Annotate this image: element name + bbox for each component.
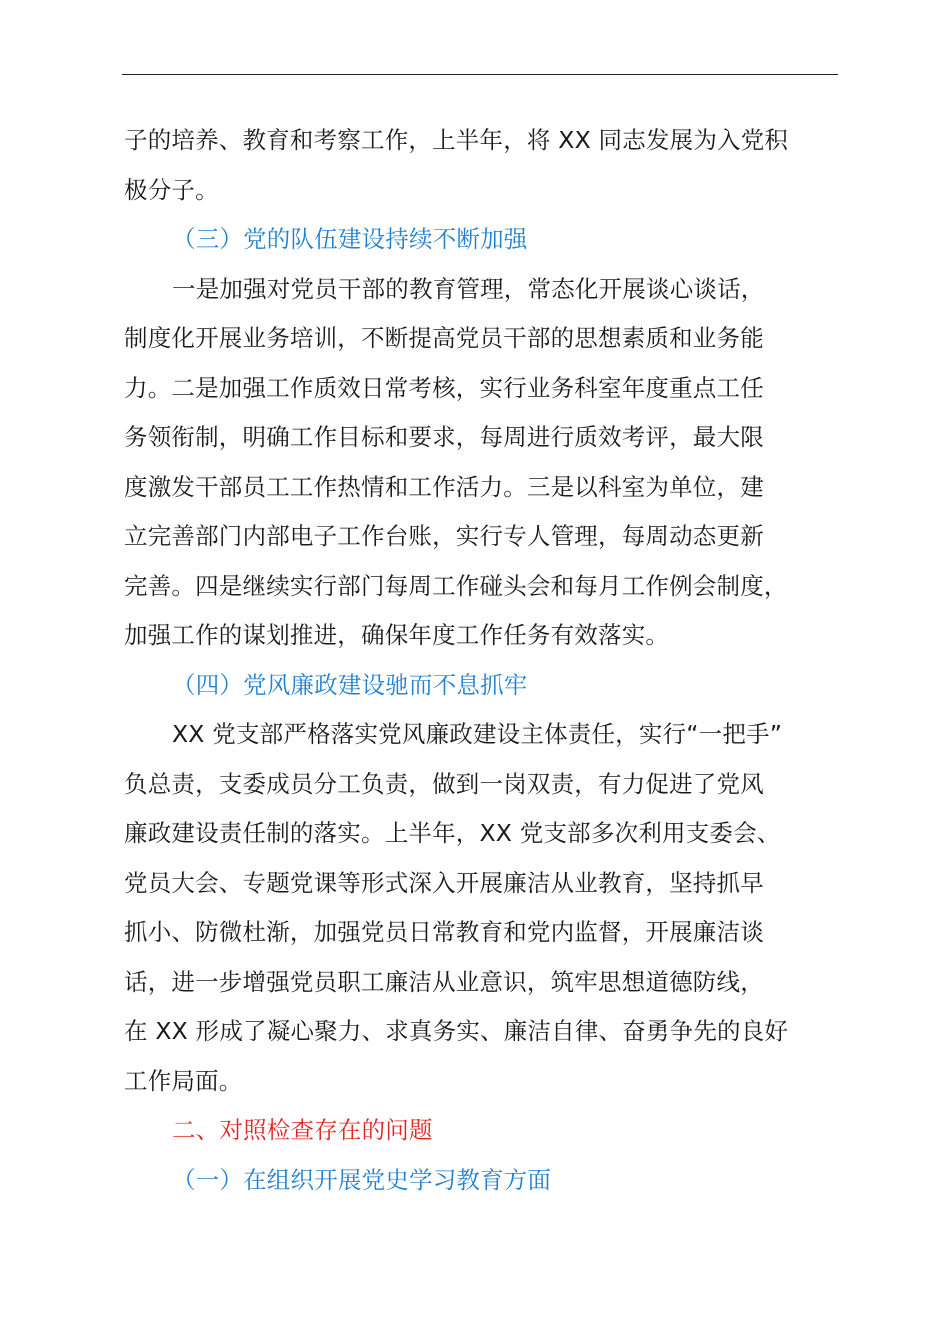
text-line: 党员大会、专题党课等形式深入开展廉洁从业教育，坚持抓早	[124, 868, 764, 897]
text-line: 负总责，支委成员分工负责，做到一岗双责，有力促进了党风	[124, 769, 764, 798]
section-heading: （三）党的队伍建设持续不断加强	[172, 225, 528, 253]
text-line: 廉政建设责任制的落实。上半年，XX 党支部多次利用支委会、	[124, 819, 781, 847]
text-line: 抓小、防微杜渐，加强党员日常教育和党内监督，开展廉洁谈	[124, 918, 764, 946]
text-line: 话，进一步增强党员职工廉洁从业意识，筑牢思想道德防线，	[124, 967, 764, 996]
text-line: 极分子。	[124, 175, 219, 204]
text-line: 完善。四是继续实行部门每周工作碰头会和每月工作例会制度，	[124, 571, 788, 600]
text-line: 加强工作的谋划推进，确保年度工作任务有效落实。	[124, 621, 670, 649]
text-line: 立完善部门内部电子工作台账，实行专人管理，每周动态更新	[124, 522, 764, 550]
text-line: 子的培养、教育和考察工作，上半年，将 XX 同志发展为入党积	[124, 126, 789, 154]
section-heading: （四）党风廉政建设驰而不息抓牢	[172, 670, 528, 699]
text-line: 务领衔制，明确工作目标和要求，每周进行质效考评，最大限	[124, 423, 764, 451]
text-line: 工作局面。	[124, 1066, 243, 1095]
text-line: 度激发干部员工工作热情和工作活力。三是以科室为单位，建	[124, 472, 764, 501]
text-line: 一是加强对党员干部的教育管理，常态化开展谈心谈话，	[172, 274, 765, 303]
chapter-heading: 二、对照检查存在的问题	[172, 1116, 433, 1144]
text-line: 在 XX 形成了凝心聚力、求真务实、廉洁自律、奋勇争先的良好	[124, 1017, 789, 1045]
text-line: 力。二是加强工作质效日常考核，实行业务科室年度重点工任	[124, 373, 764, 402]
section-heading: （一）在组织开展党史学习教育方面	[172, 1165, 552, 1194]
header-rule	[122, 74, 838, 75]
document-body	[124, 116, 840, 1205]
text-line: 制度化开展业务培训，不断提高党员干部的思想素质和业务能	[124, 324, 764, 352]
text-line: XX 党支部严格落实党风廉政建设主体责任，实行“一把手”	[172, 720, 783, 748]
